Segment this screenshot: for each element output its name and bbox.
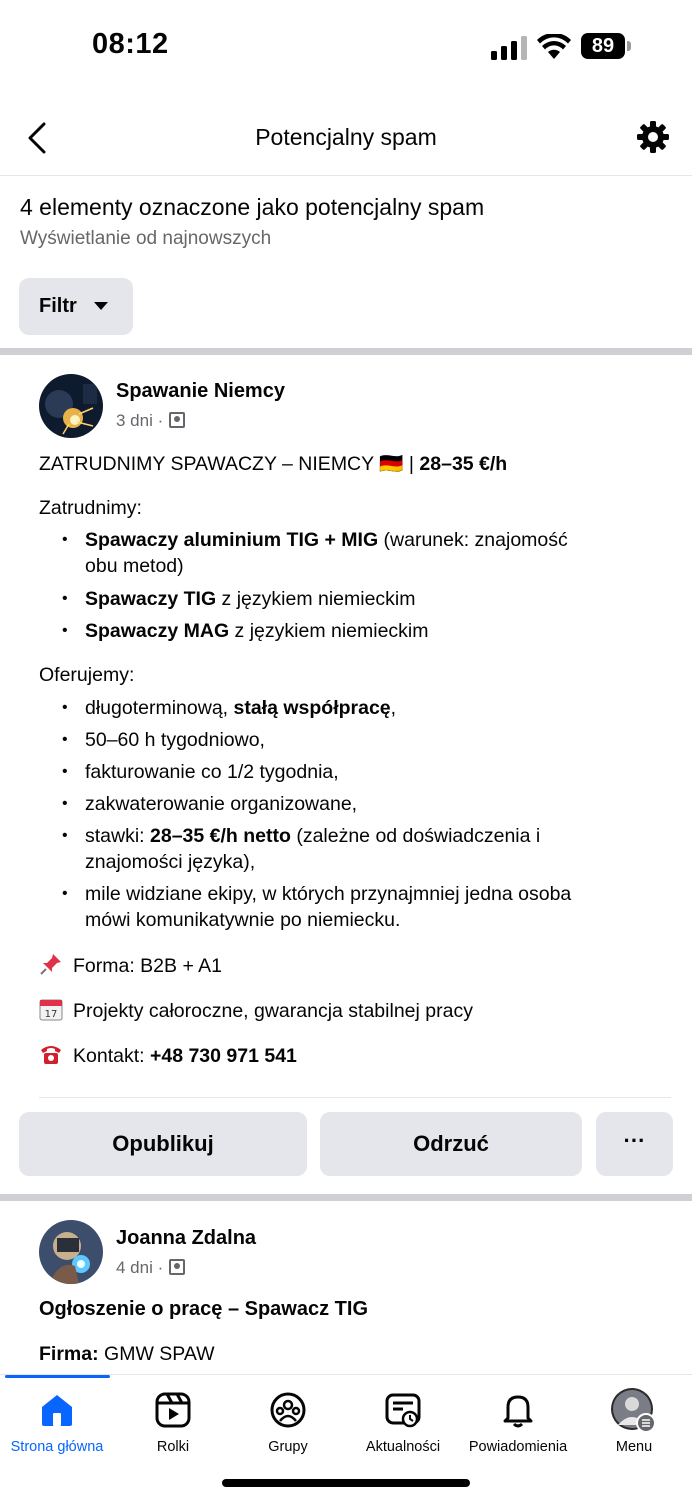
list-item: Spawaczy aluminium TIG + MIG (warunek: znajomość [85, 529, 568, 551]
battery-level: 89 [581, 33, 625, 59]
section-separator [0, 348, 692, 355]
bullet: • [62, 590, 68, 607]
group-members-icon [169, 412, 185, 428]
wifi-icon [537, 34, 571, 60]
list-item: Spawaczy TIG z językiem niemieckim [85, 588, 416, 610]
home-indicator [222, 1479, 470, 1487]
bell-icon [499, 1391, 537, 1429]
gear-icon[interactable] [636, 120, 670, 154]
filter-label: Filtr [39, 295, 77, 317]
bullet: • [62, 885, 68, 902]
pushpin-icon [39, 952, 63, 976]
avatar[interactable] [39, 374, 103, 438]
bullet: • [62, 622, 68, 639]
tab-reels[interactable] [113, 1391, 233, 1455]
list-item: stawki: 28–35 €/h netto (zależne od doświadczenia i [85, 825, 541, 847]
bullet: • [62, 763, 68, 780]
tab-feeds[interactable] [343, 1391, 463, 1455]
tab-label: Rolki [156, 1439, 190, 1455]
section-heading: Zatrudnimy: [39, 497, 142, 519]
telephone-icon [39, 1042, 63, 1066]
post-time: 3 dni · [116, 411, 164, 430]
feeds-icon [384, 1391, 422, 1429]
avatar[interactable] [39, 1220, 103, 1284]
post-time: 4 dni · [116, 1258, 164, 1277]
post-headline: ZATRUDNIMY SPAWACZY – NIEMCY 🇩🇪 | 28–35 €/h [39, 453, 508, 475]
list-item: 50–60 h tygodniowo, [85, 729, 265, 751]
list-item-continuation: mówi komunikatywnie po niemiecku. [85, 909, 401, 931]
filter-button[interactable] [19, 278, 133, 335]
reject-button[interactable]: Odrzuć [320, 1112, 582, 1176]
top-nav-bar [0, 100, 692, 176]
bullet: • [62, 795, 68, 812]
svg-text:17: 17 [44, 1009, 58, 1020]
page-title: Potencjalny spam [255, 124, 437, 150]
list-item-continuation: znajomości języka), [85, 851, 256, 873]
list-item: fakturowanie co 1/2 tygodnia, [85, 761, 339, 783]
projects-line: 17 Projekty całoroczne, gwarancja stabilnej pracy [39, 997, 473, 1023]
tab-label: Powiadomienia [468, 1439, 568, 1455]
spam-count-heading: 4 elementy oznaczone jako potencjalny spam [20, 194, 485, 220]
home-icon [38, 1391, 76, 1429]
list-item: długoterminową, stałą współpracę, [85, 697, 397, 719]
list-item: zakwaterowanie organizowane, [85, 793, 358, 815]
tab-menu[interactable] [574, 1391, 692, 1455]
tab-label: Aktualności [365, 1439, 441, 1455]
publish-button[interactable]: Opublikuj [19, 1112, 307, 1176]
group-members-icon [169, 1259, 185, 1275]
sort-description: Wyświetlanie od najnowszych [20, 228, 272, 249]
status-time: 08:12 [92, 28, 169, 60]
company-line: Firma: GMW SPAW [39, 1343, 215, 1365]
tab-home[interactable] [0, 1391, 117, 1455]
profile-avatar [610, 1387, 658, 1433]
bullet: • [62, 731, 68, 748]
tab-label: Strona główna [10, 1439, 104, 1455]
contact-line: Kontakt: +48 730 971 541 [39, 1042, 297, 1068]
section-separator [0, 1194, 692, 1201]
post-meta [116, 411, 185, 431]
list-item: Spawaczy MAG z językiem niemieckim [85, 620, 429, 642]
cellular-signal-icon [491, 36, 529, 60]
list-item-continuation: obu metod) [85, 555, 184, 577]
divider [39, 1097, 671, 1098]
tab-label: Menu [615, 1439, 653, 1455]
caret-down-icon [94, 302, 108, 310]
bullet: • [62, 827, 68, 844]
groups-icon [269, 1391, 307, 1429]
post-author[interactable]: Joanna Zdalna [116, 1227, 257, 1249]
tab-notifications[interactable] [458, 1391, 578, 1455]
list-item: mile widziane ekipy, w których przynajmniej jedna osoba [85, 883, 572, 905]
battery-icon [581, 33, 631, 59]
reels-icon [154, 1391, 192, 1429]
calendar-icon [39, 997, 63, 1021]
status-bar [0, 0, 692, 90]
bullet: • [62, 531, 68, 548]
bullet: • [62, 699, 68, 716]
section-heading: Oferujemy: [39, 664, 135, 686]
post-author[interactable]: Spawanie Niemcy [116, 380, 285, 402]
post-meta [116, 1258, 185, 1278]
post-headline: Ogłoszenie o pracę – Spawacz TIG [39, 1298, 368, 1320]
more-options-button[interactable]: ··· [596, 1112, 673, 1176]
tab-label: Grupy [268, 1439, 308, 1455]
active-tab-indicator [5, 1375, 110, 1378]
form-line: Forma: B2B + A1 [39, 952, 222, 978]
tab-groups[interactable] [228, 1391, 348, 1455]
